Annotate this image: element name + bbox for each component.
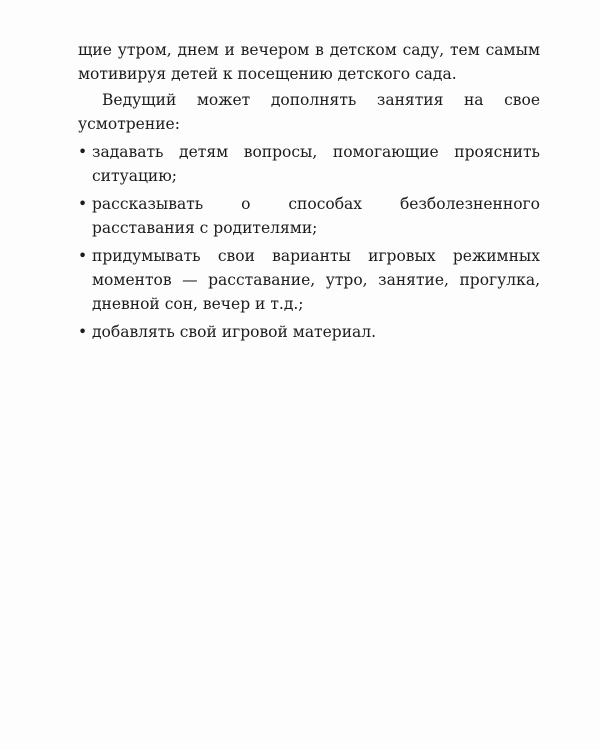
bullet-list: [78, 140, 540, 344]
bullet-icon: •: [78, 247, 88, 265]
paragraph-continuation: щие утром, днем и вечером в детском саду, тем самым мотивируя детей к посещению детского сада.: [78, 41, 540, 83]
list-item: [78, 244, 540, 316]
paragraph-intro: Ведущий может дополнять занятия на свое усмотрение:: [78, 91, 540, 133]
bullet-icon: •: [78, 195, 88, 213]
list-item-text: добавлять свой игровой материал.: [92, 323, 377, 341]
list-item-text: рассказывать о способах безболезненного расставания с родителями;: [92, 195, 540, 237]
bullet-icon: •: [78, 323, 88, 341]
page-text: [78, 38, 540, 348]
list-item-text: задавать детям вопросы, помогающие прояснить ситуацию;: [92, 143, 540, 185]
bullet-icon: •: [78, 143, 88, 161]
list-item: [78, 140, 540, 188]
list-item-text: придумывать свои варианты игровых режимных моментов — расставание, утро, занятие, прогулка, дневной сон, вечер и т.д.;: [92, 247, 540, 313]
list-item: [78, 320, 540, 344]
list-item: [78, 192, 540, 240]
